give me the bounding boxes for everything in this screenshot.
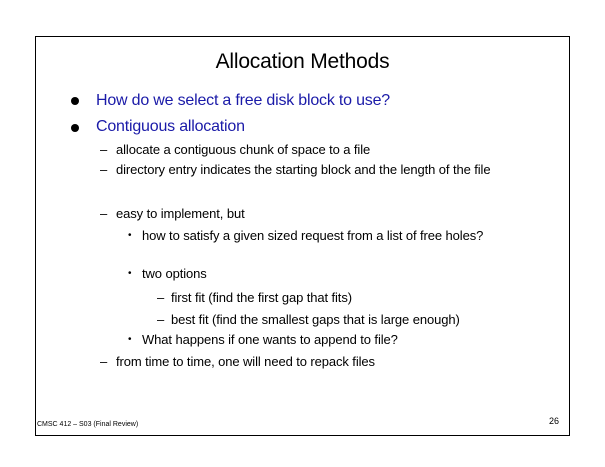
sub-sub-item-two-options: two options <box>142 266 207 281</box>
dash-marker: – <box>100 142 108 157</box>
bullet-select-free-block: How do we select a free disk block to use? <box>96 92 390 109</box>
bullet-dot-icon <box>71 97 79 105</box>
bullet-contiguous-allocation: Contiguous allocation <box>96 118 245 135</box>
dot-marker: • <box>128 268 132 279</box>
sub-sub-item-append-to-file: What happens if one wants to append to file? <box>142 332 398 347</box>
slide-title: Allocation Methods <box>215 50 390 73</box>
sub-item-allocate-chunk: allocate a contiguous chunk of space to a file <box>116 142 371 157</box>
option-best-fit: best fit (find the smallest gaps that is large enough) <box>171 312 460 327</box>
page-number: 26 <box>549 416 560 426</box>
sub-item-easy-to-implement: easy to implement, but <box>116 206 245 221</box>
dash-marker: – <box>157 290 165 305</box>
sub-item-repack-files: from time to time, one will need to repack files <box>116 354 375 369</box>
dash-marker: – <box>100 206 108 221</box>
bullet-dot-icon <box>71 124 79 132</box>
dash-marker: – <box>100 354 108 369</box>
dot-marker: • <box>128 230 132 241</box>
dot-marker: • <box>128 334 132 345</box>
dash-marker: – <box>157 312 165 327</box>
dash-marker: – <box>100 162 108 177</box>
footer-course-label: CMSC 412 – S03 (Final Review) <box>37 421 139 428</box>
option-first-fit: first fit (find the first gap that fits) <box>171 290 352 305</box>
sub-sub-item-satisfy-request: how to satisfy a given sized request from a list of free holes? <box>142 228 484 243</box>
sub-item-directory-entry: directory entry indicates the starting block and the length of the file <box>116 162 491 177</box>
